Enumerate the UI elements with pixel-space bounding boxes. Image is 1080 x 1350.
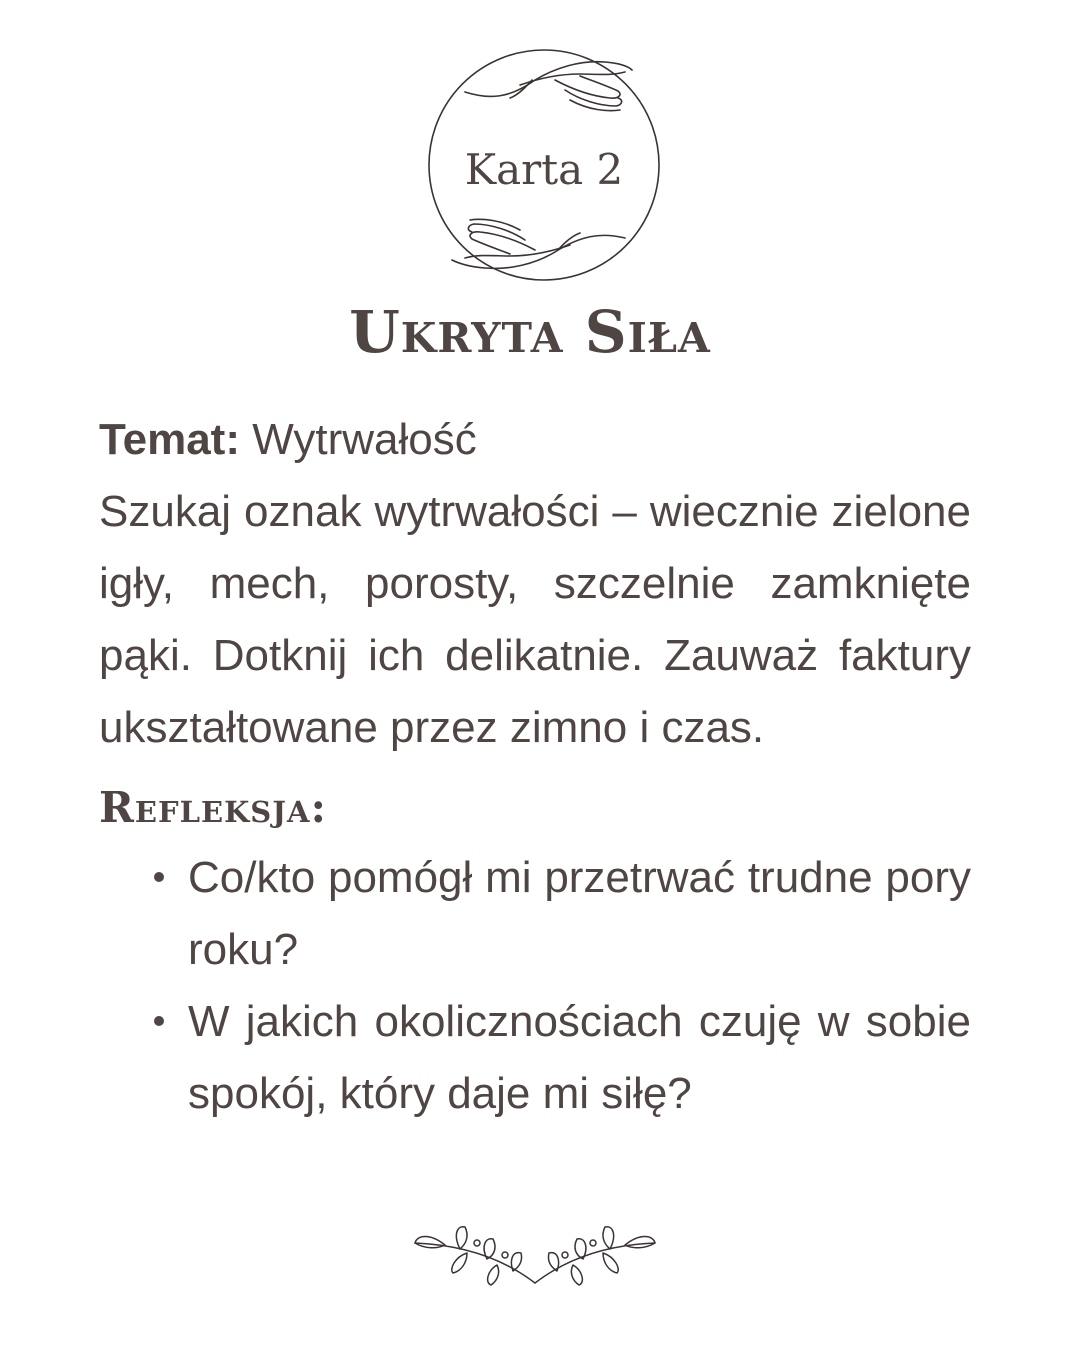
reflection-question-text: Co/kto pomógł mi przetrwać trudne pory roku?	[188, 853, 971, 974]
theme-label: Temat:	[99, 415, 240, 464]
body-paragraph: Szukaj oznak wytrwałości – wiecznie zielone igły, mech, porosty, szczelnie zamknięte pąki. Dotknij ich delikatnie. Zauważ faktury ukształtowane przez zimno i czas.	[99, 487, 971, 752]
reflection-heading: Refleksja:	[99, 783, 327, 832]
theme-line	[99, 404, 971, 476]
bullet-icon	[154, 872, 164, 882]
theme-value: Wytrwałość	[252, 415, 477, 464]
bullet-icon	[154, 1016, 164, 1026]
leaf-flourish-icon	[405, 1215, 665, 1305]
reflection-question	[188, 842, 971, 986]
card-number: Karta 2	[464, 145, 624, 194]
reflection-questions	[99, 842, 971, 1130]
reflection-question-text: W jakich okolicznościach czuję w sobie spokój, który daje mi siłę?	[188, 997, 971, 1118]
reflection-question	[188, 986, 971, 1130]
card-title: Ukryta Siła	[349, 298, 711, 366]
card-content	[99, 404, 971, 1130]
